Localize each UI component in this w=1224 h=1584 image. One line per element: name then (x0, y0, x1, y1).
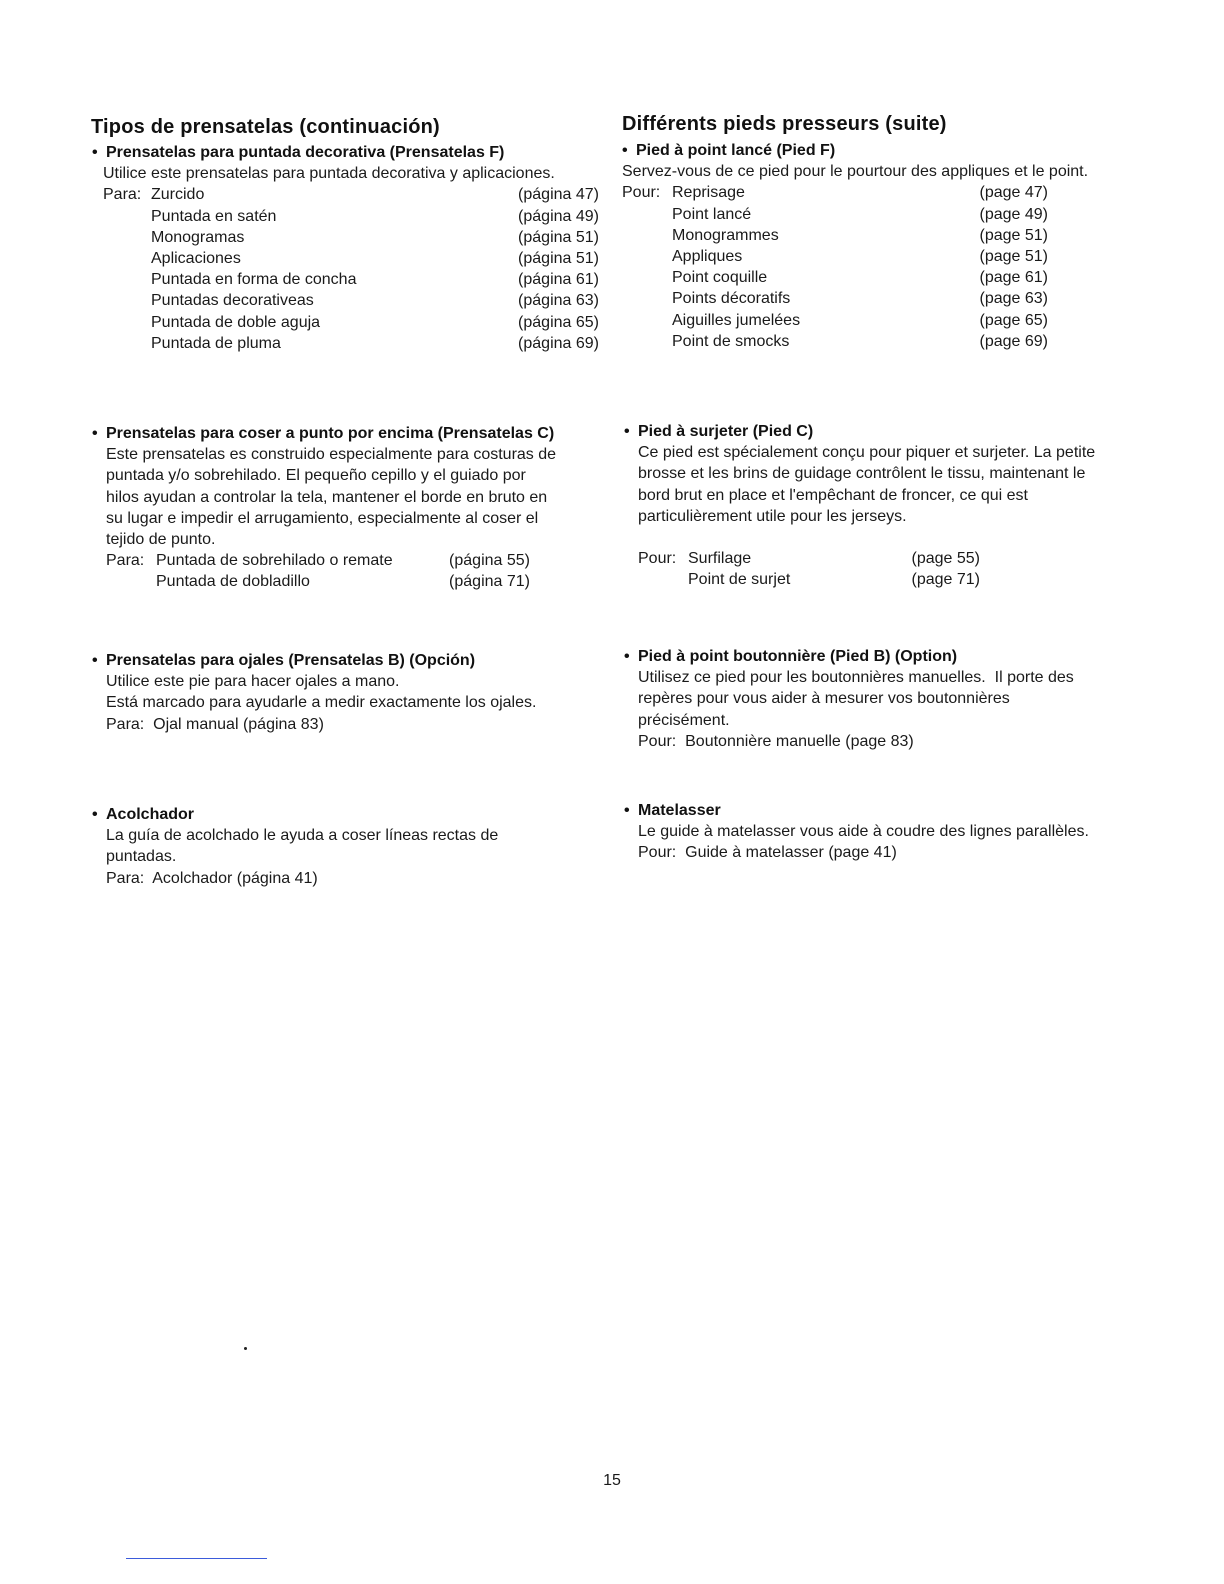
reference-list (92, 184, 612, 354)
body-line: Para: Acolchador (página 41) (106, 869, 318, 887)
reference-page: (página 49) (518, 207, 599, 225)
reference-row (672, 288, 1048, 309)
reference-page: (page 61) (979, 269, 1048, 287)
section-body: Servez-vous de ce pied pour le pourtour des appliques et le point. (622, 163, 1089, 181)
reference-page: (page 51) (979, 247, 1048, 265)
body-line: Está marcado para ayudarle a medir exactamente los ojales. (106, 694, 537, 712)
body-line: puntadas. (106, 848, 177, 866)
reference-page: (página 71) (449, 573, 530, 591)
french-buttonhole-section (624, 646, 1144, 752)
reference-label: Monogrammes (672, 226, 779, 244)
spanish-decorative-section (92, 142, 612, 354)
reference-row (151, 206, 599, 227)
reference-page: (page 63) (979, 290, 1048, 308)
reference-row (151, 333, 599, 354)
body-line: Para: Ojal manual (página 83) (106, 715, 324, 733)
reference-list (622, 182, 1142, 352)
section-title (624, 646, 1144, 667)
reference-page: (página 55) (449, 552, 530, 570)
reference-page: (page 51) (979, 226, 1048, 244)
body-line: La guía de acolchado le ayuda a coser líneas rectas de (106, 827, 499, 845)
reference-label: Puntada de doble aguja (151, 313, 321, 331)
bullet: • (622, 142, 628, 159)
reference-row (672, 267, 1048, 288)
body-line: particulièrement utile pour les jerseys. (638, 507, 907, 525)
spanish-buttonhole-section (92, 650, 612, 735)
reference-page: (página 65) (518, 313, 599, 331)
body-line: su lugar e impedir el arrugamiento, especialmente al coser el (106, 509, 539, 527)
reference-row (672, 331, 1048, 352)
reference-label: Puntada de sobrehilado o remate (156, 552, 393, 570)
section-body (92, 444, 612, 550)
reference-row (688, 548, 980, 569)
bullet: • (624, 648, 630, 665)
french-heading: Différents pieds presseurs (suite) (622, 113, 947, 135)
body-line: Este prensatelas es construido especialmente para costuras de (106, 446, 557, 464)
reference-row (151, 269, 599, 290)
french-overlock-section (624, 421, 1144, 590)
reference-row (151, 227, 599, 248)
section-title (92, 650, 612, 671)
body-line: Pour: Boutonnière manuelle (page 83) (638, 732, 914, 750)
body-line: puntada y/o sobrehilado. El pequeño cepillo y el guiado por (106, 467, 526, 485)
section-body (92, 671, 612, 735)
reference-page: (página 63) (518, 292, 599, 310)
reference-label: Zurcido (151, 186, 205, 204)
reference-label: Appliques (672, 247, 743, 265)
body-line: tejido de punto. (106, 531, 216, 549)
body-line: Utilice este pie para hacer ojales a mano. (106, 673, 400, 691)
reference-page: (page 55) (911, 550, 980, 568)
spanish-heading: Tipos de prensatelas (continuación) (91, 116, 440, 138)
reference-list (624, 548, 1144, 590)
reference-page: (page 65) (979, 311, 1048, 329)
reference-row (672, 182, 1048, 203)
body-line: repères pour vous aider à mesurer vos boutonnières (638, 690, 1010, 708)
reference-label: Puntadas decorativeas (151, 292, 314, 310)
reference-page: (página 51) (518, 249, 599, 267)
reference-label: Point lancé (672, 205, 752, 223)
section-title-text: Prensatelas para ojales (Prensatelas B) (Opción) (106, 652, 476, 669)
reference-page: (página 69) (518, 334, 599, 352)
reference-label: Reprisage (672, 184, 745, 202)
body-line: Utilisez ce pied pour les boutonnières manuelles. Il porte des (638, 669, 1074, 687)
reference-row (151, 312, 599, 333)
reference-page: (página 61) (518, 271, 599, 289)
body-line: hilos ayudan a controlar la tela, mantener el borde en bruto en (106, 488, 548, 506)
section-title (92, 142, 612, 163)
section-title-text: Acolchador (106, 806, 195, 823)
scan-speck (244, 1347, 247, 1350)
body-line: bord brut en place et l'empêchant de froncer, ce qui est (638, 486, 1028, 504)
section-title (622, 140, 1142, 161)
bullet: • (624, 423, 630, 440)
bullet: • (92, 425, 98, 442)
reference-row (672, 246, 1048, 267)
reference-label: Point de surjet (688, 571, 791, 589)
section-title (624, 800, 1144, 821)
reference-label: Puntada en forma de concha (151, 271, 357, 289)
reference-row (156, 550, 530, 571)
bullet: • (92, 144, 98, 161)
reference-label: Aiguilles jumelées (672, 311, 801, 329)
section-title-text: Pied à surjeter (Pied C) (638, 423, 814, 440)
body-line: brosse et les brins de guidage contrôlent le tissu, maintenant le (638, 465, 1086, 483)
reference-page: (page 69) (979, 332, 1048, 350)
reference-label: Monogramas (151, 228, 245, 246)
reference-label: Points décoratifs (672, 290, 791, 308)
body-line: précisément. (638, 711, 730, 729)
reference-row (151, 290, 599, 311)
section-body (624, 667, 1144, 752)
reference-label: Point de smocks (672, 332, 790, 350)
spanish-quilter-section (92, 804, 612, 889)
reference-label: Puntada de pluma (151, 334, 281, 352)
section-title-text: Prensatelas para coser a punto por encima (Prensatelas C) (106, 425, 555, 442)
section-body (92, 825, 612, 889)
reference-page: (page 71) (911, 571, 980, 589)
page-number: 15 (603, 1472, 621, 1489)
body-line: Ce pied est spécialement conçu pour piquer et surjeter. La petite (638, 444, 1096, 462)
reference-row (156, 571, 530, 592)
reference-page: (página 51) (518, 228, 599, 246)
reference-row (672, 225, 1048, 246)
reference-prefix: Pour: (638, 550, 677, 568)
reference-prefix: Pour: (622, 184, 661, 202)
section-title (92, 423, 612, 444)
section-body (624, 442, 1144, 527)
reference-row (672, 310, 1048, 331)
section-body: Utilice este prensatelas para puntada decorativa y aplicaciones. (103, 165, 555, 183)
bottom-rule (126, 1558, 267, 1559)
reference-label: Surfilage (688, 550, 752, 568)
bullet: • (92, 652, 98, 669)
french-decorative-section (622, 140, 1142, 352)
reference-page: (page 49) (979, 205, 1048, 223)
reference-label: Puntada en satén (151, 207, 277, 225)
section-title-text: Pied à point boutonnière (Pied B) (Option) (638, 648, 958, 665)
reference-list (92, 550, 612, 592)
reference-row (151, 248, 599, 269)
reference-label: Aplicaciones (151, 249, 241, 267)
reference-label: Point coquille (672, 269, 768, 287)
body-line: Le guide à matelasser vous aide à coudre des lignes parallèles. (638, 823, 1089, 841)
section-title (624, 421, 1144, 442)
reference-row (103, 184, 599, 205)
section-title-text: Pied à point lancé (Pied F) (636, 142, 836, 159)
reference-page: (page 47) (979, 184, 1048, 202)
bullet: • (92, 806, 98, 823)
french-quilter-section (624, 800, 1144, 864)
reference-row (688, 569, 980, 590)
section-title (92, 804, 612, 825)
reference-prefix: Para: (103, 186, 142, 204)
reference-page: (página 47) (518, 186, 599, 204)
body-line: Pour: Guide à matelasser (page 41) (638, 844, 897, 862)
spanish-overlock-section (92, 423, 612, 593)
reference-row (672, 204, 1048, 225)
section-title-text: Prensatelas para puntada decorativa (Prensatelas F) (106, 144, 505, 161)
bullet: • (624, 802, 630, 819)
reference-label: Puntada de dobladillo (156, 573, 310, 591)
section-title-text: Matelasser (638, 802, 721, 819)
reference-prefix: Para: (106, 552, 145, 570)
section-body (624, 821, 1144, 863)
